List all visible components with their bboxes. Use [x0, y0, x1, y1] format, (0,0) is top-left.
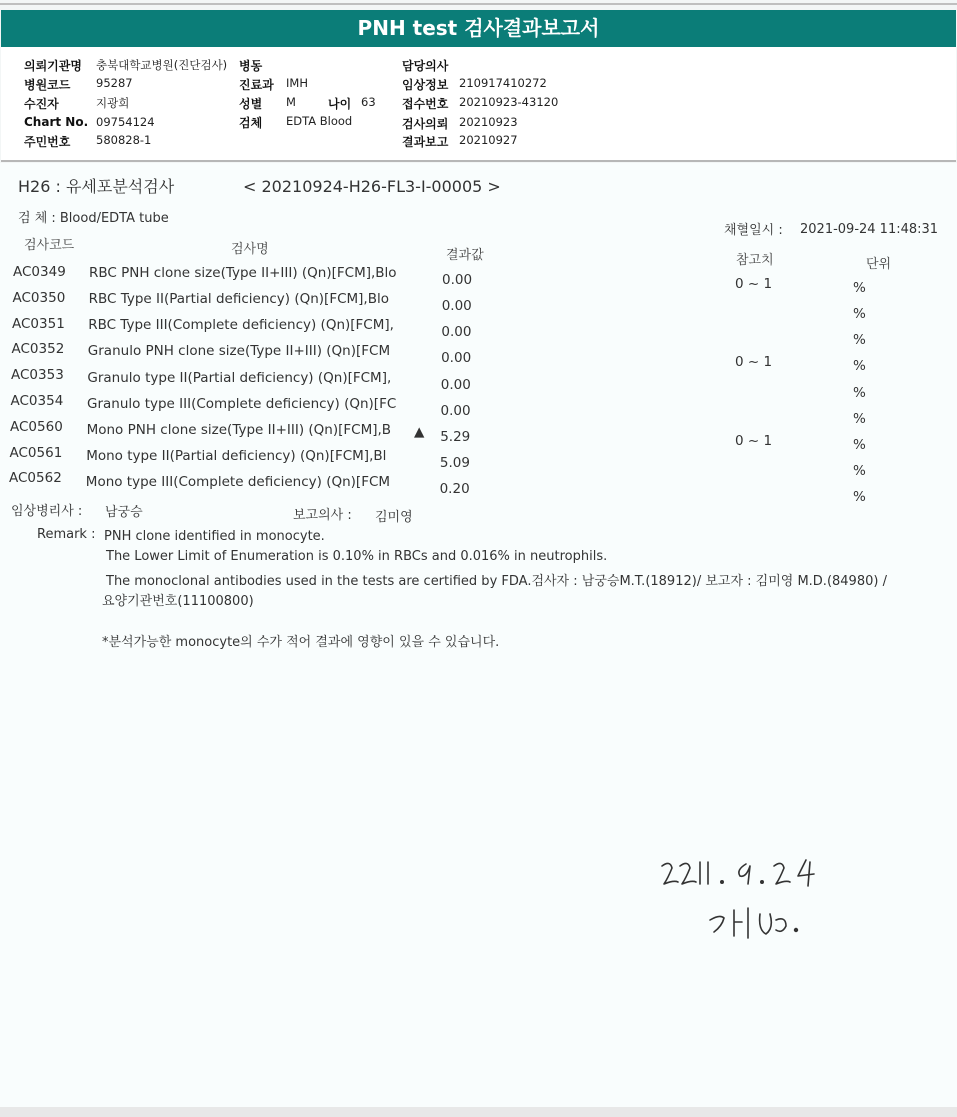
collection-datetime: 2021-09-24 11:48:31 — [800, 222, 939, 237]
specimen-label: 검체 — [239, 116, 263, 130]
receipt-no-value: 20210923-43120 — [459, 95, 559, 109]
header-result: 결과값 — [446, 248, 484, 263]
row-name: Granulo type II(Partial deficiency) (Qn)[FCM], — [87, 369, 392, 386]
remark-line-1: PNH clone identified in monocyte. — [104, 529, 325, 544]
chart-no-value: 09754124 — [96, 115, 155, 129]
report-label: 결과보고 — [402, 135, 449, 149]
handwritten-annotation — [650, 848, 850, 958]
row-unit: % — [853, 384, 866, 401]
request-label: 검사의뢰 — [402, 117, 449, 131]
specimen-value: EDTA Blood — [286, 114, 353, 128]
age-label: 나이 — [328, 97, 352, 111]
row-reference: 0 ~ 1 — [735, 354, 773, 371]
header-code: 검사코드 — [24, 238, 75, 253]
row-unit: % — [853, 332, 866, 349]
resident-no-value: 580828-1 — [96, 133, 152, 147]
remark-line-3: The monoclonal antibodies used in the tests are certified by FDA.검사자 : 남궁승M.T.(18912)/ 보고자 : 김미영 M.D.(84980) / — [106, 574, 887, 589]
row-code: AC0351 — [12, 315, 65, 332]
top-border — [0, 3, 957, 5]
hospital-label: 의뢰기관명 — [24, 59, 82, 73]
hospital-code-label: 병원코드 — [24, 78, 71, 92]
row-name: RBC Type III(Complete deficiency) (Qn)[FCM], — [88, 317, 394, 334]
remark-line-4: 요양기관번호(11100800) — [102, 594, 254, 609]
bottom-strip — [0, 1107, 957, 1117]
header-name: 검사명 — [231, 242, 269, 257]
doctor-label: 담당의사 — [402, 59, 449, 73]
row-unit: % — [853, 410, 866, 427]
dept-value: IMH — [286, 76, 308, 90]
report-body — [0, 163, 957, 1107]
row-unit: % — [853, 489, 866, 506]
specimen-line: 검 체 : Blood/EDTA tube — [18, 211, 169, 226]
row-name: Granulo PNH clone size(Type II+III) (Qn)[FCM — [87, 343, 391, 360]
dept-label: 진료과 — [239, 78, 274, 92]
row-name: Granulo type III(Complete deficiency) (Qn)[FC — [87, 395, 397, 412]
receipt-no-label: 접수번호 — [402, 97, 449, 111]
row-result: 0.00 — [441, 324, 472, 341]
row-name: Mono type II(Partial deficiency) (Qn)[FCM],Bl — [86, 448, 387, 465]
row-reference: 0 ~ 1 — [735, 276, 773, 292]
row-unit: % — [853, 463, 866, 480]
row-code: AC0352 — [11, 341, 65, 358]
ward-label: 병동 — [239, 59, 263, 73]
row-name: Mono type III(Complete deficiency) (Qn)[FCM — [85, 474, 391, 491]
section-title: H26 : 유세포분석검사 — [18, 177, 175, 196]
patient-label: 수진자 — [24, 97, 59, 111]
row-result: 5.29 — [440, 428, 471, 445]
row-result: 0.00 — [441, 298, 472, 315]
row-name: RBC PNH clone size(Type II+III) (Qn)[FCM],Blo — [89, 265, 397, 281]
row-result: 0.00 — [441, 350, 472, 367]
sex-label: 성별 — [239, 97, 263, 111]
info-panel — [1, 47, 956, 162]
row-code: AC0560 — [10, 418, 63, 435]
pathologist-value: 남궁승 — [105, 505, 143, 520]
chart-no-label: Chart No. — [24, 115, 89, 129]
row-name: Mono PNH clone size(Type II+III) (Qn)[FCM],B — [86, 421, 392, 438]
remark-label: Remark : — [37, 527, 96, 542]
row-result: 0.20 — [439, 481, 470, 498]
row-code: AC0349 — [13, 264, 66, 280]
report-value: 20210927 — [459, 133, 518, 147]
header-unit: 단위 — [866, 257, 892, 272]
row-code: AC0561 — [9, 444, 63, 461]
row-reference: 0 ~ 1 — [735, 432, 773, 449]
remark-line-2: The Lower Limit of Enumeration is 0.10% in RBCs and 0.016% in neutrophils. — [106, 549, 608, 564]
resident-no-label: 주민번호 — [24, 135, 71, 149]
row-code: AC0353 — [11, 367, 64, 384]
row-name: RBC Type II(Partial deficiency) (Qn)[FCM],Blo — [88, 291, 389, 308]
reporting-doctor-label: 보고의사 : — [293, 508, 352, 523]
row-code: AC0350 — [12, 289, 66, 306]
row-unit: % — [853, 358, 866, 375]
clinical-info-value: 210917410272 — [459, 76, 547, 90]
note-line: *분석가능한 monocyte의 수가 적어 결과에 영향이 있을 수 있습니다. — [102, 635, 500, 650]
patient-value: 지광희 — [96, 96, 130, 110]
row-result: 0.00 — [440, 376, 471, 393]
row-result: 5.09 — [439, 455, 470, 472]
row-unit: % — [853, 306, 866, 323]
sex-value: M — [286, 95, 296, 109]
row-unit: % — [853, 436, 866, 453]
header-reference: 참고치 — [736, 253, 774, 268]
report-title: PNH test 검사결과보고서 — [1, 10, 956, 47]
row-result: 0.00 — [442, 272, 473, 288]
accession-number: < 20210924-H26-FL3-I-00005 > — [243, 177, 501, 196]
row-flag: ▲ — [414, 423, 425, 440]
hospital-code-value: 95287 — [96, 76, 133, 90]
row-result: 0.00 — [440, 402, 471, 419]
pathologist-label: 임상병리사 : — [11, 504, 83, 519]
reporting-doctor-value: 김미영 — [375, 510, 413, 525]
row-unit: % — [853, 280, 866, 296]
clinical-info-label: 임상정보 — [402, 78, 449, 92]
request-value: 20210923 — [459, 115, 518, 129]
collection-label: 채혈일시 : — [724, 223, 783, 238]
row-code: AC0354 — [10, 393, 64, 409]
hospital-value: 충북대학교병원(진단검사) — [96, 58, 228, 72]
row-code: AC0562 — [9, 470, 62, 487]
age-value: 63 — [361, 95, 376, 109]
